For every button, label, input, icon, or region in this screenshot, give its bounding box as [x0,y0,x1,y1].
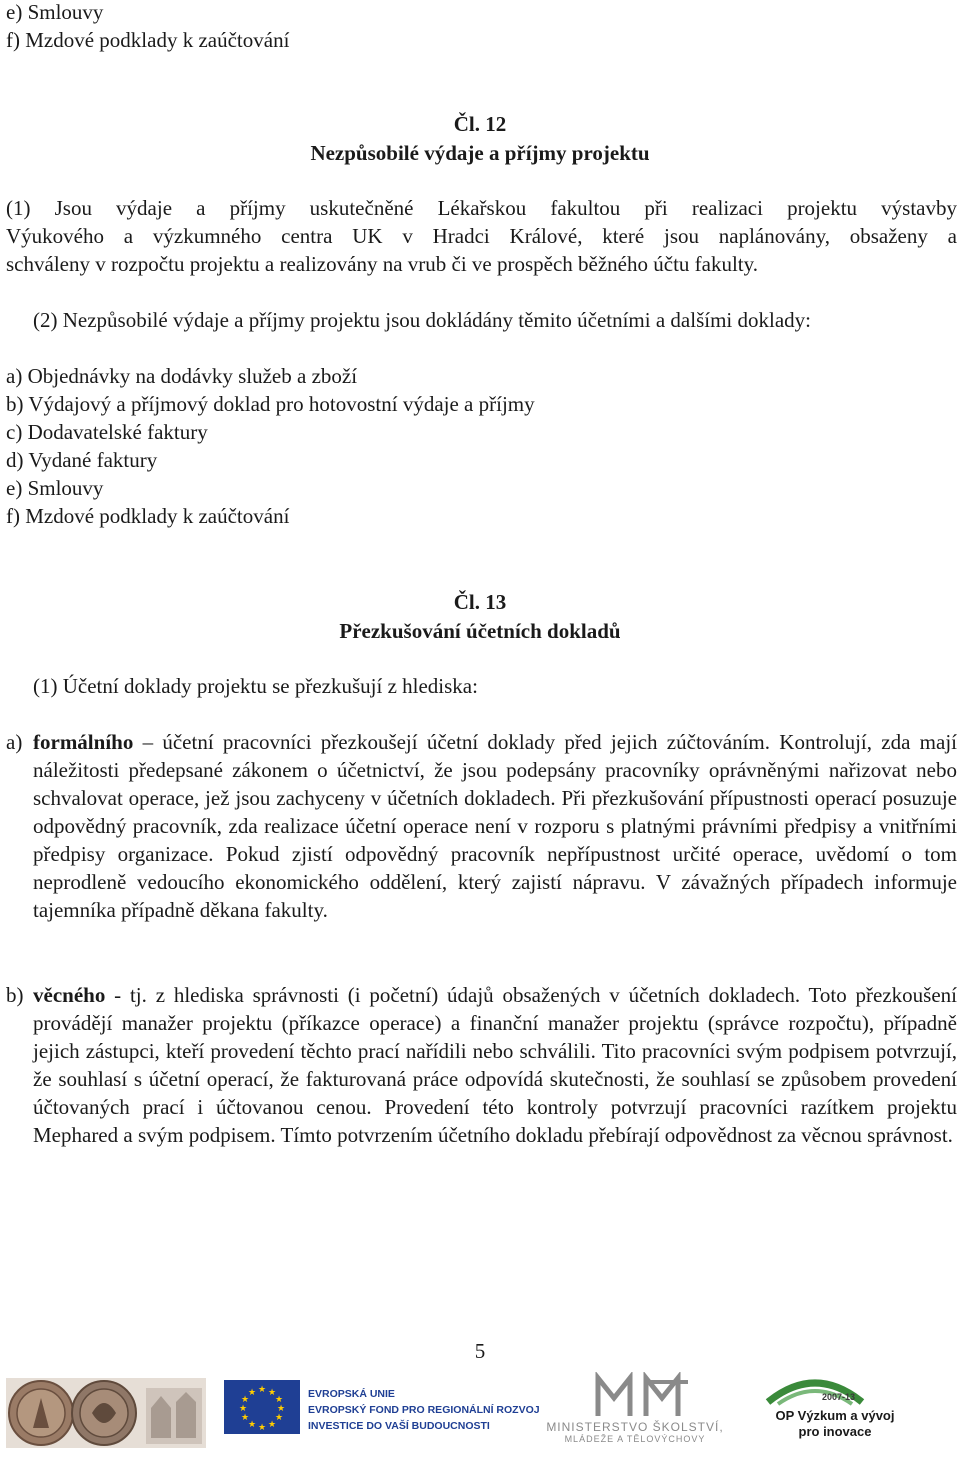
svg-text:★: ★ [238,1404,248,1414]
item-b-marker: b) [6,983,24,1007]
svg-text:★: ★ [257,1385,267,1395]
top-list-item-f: f) Mzdové podklady k zaúčtování [6,28,290,52]
svg-text:★: ★ [267,1420,277,1430]
item-a-term: formálního [33,730,134,754]
svg-text:★: ★ [247,1388,257,1398]
footer-logos [0,1372,960,1450]
item-b-term: věcného [33,983,106,1007]
eu-text-block [308,1386,540,1434]
svg-text:★: ★ [274,1395,284,1405]
article-12-title: Nezpůsobilé výdaje a příjmy projektu [310,141,650,165]
item-a-text [33,728,957,924]
op-vavpi-logo [760,1372,870,1408]
university-seals-logo [6,1378,206,1448]
article-12-list-e: e) Smlouvy [6,476,104,500]
svg-text:★: ★ [257,1423,267,1433]
item-b-body: tj. z hlediska správnosti (i početní) údajů obsažených v účetních dokladech. Toto přezkoušení provádějí manažer projektu (příkazce operace) a finanční manažer projektu (správce rozpočtu), případně jejich zástupci, kteří provedení těchto prací nařídili nebo schválili. Tito pracovníci svým podpisem potvrzují, že souhlasí s účetní operací, že fakturovaná práce odpovídá skutečnosti, že souhlasí se způsobem provedení účtovaných prací i účtovanou cenou. Provedení této kontroly potvrzují pracovníci razítkem projektu Mephared a svým podpisem. Tímto potvrzením účetního dokladu přebírají odpovědnost za věcnou správnost. [33,983,957,1147]
item-a-body: účetní pracovníci přezkoušejí účetní doklady před jejich zúčtováním. Kontrolují, zda mají náležitosti předepsané zákonem o účetnictví, že jsou podepsány pracovníky oprávněnými nařizovat nebo schvalovat operace, jež jsou zachyceny v účetních dokladech. Při přezkušování přípustnosti operací posuzuje odpovědný pracovník, zda realizace účetní operace není v rozporu s platnými právními předpisy a vnitřními předpisy organizace. Pokud zjistí odpovědný pracovník nepřípustnost určité operace, uvědomí o tom neprodleně vedoucího ekonomického oddělení, který zajistí nápravu. V závažných případech informuje tajemníka případně děkana fakulty. [33,730,957,922]
article-12-number: Čl. 12 [453,112,507,136]
article-13-para1: (1) Účetní doklady projektu se přezkušují z hlediska: [33,674,478,698]
eu-line-2: EVROPSKÝ FOND PRO REGIONÁLNÍ ROZVOJ [308,1404,540,1416]
item-b-text [33,981,957,1149]
op-line-2: pro inovace [798,1424,872,1439]
article-12-list-c: c) Dodavatelské faktury [6,420,208,444]
op-year: 2007-13 [822,1392,856,1402]
msmt-text [540,1420,730,1445]
svg-text:★: ★ [240,1395,250,1405]
msmt-line-2: MLÁDEŽE A TĚLOVÝCHOVY [564,1434,706,1444]
op-text [775,1408,895,1440]
article-12-list-a: a) Objednávky na dodávky služeb a zboží [6,364,358,388]
svg-text:★: ★ [247,1420,257,1430]
article-13-title: Přezkušování účetních dokladů [339,619,621,643]
item-a-marker: a) [6,730,23,754]
item-a-dash: – [133,730,163,754]
top-list-item-e: e) Smlouvy [6,0,104,24]
svg-text:★: ★ [274,1413,284,1423]
article-12-list-b: b) Výdajový a příjmový doklad pro hotovostní výdaje a příjmy [6,392,535,416]
article-12-para1-line3: schváleny v rozpočtu projektu a realizovány na vrub či ve prospěch běžného účtu fakulty. [6,252,759,276]
article-12-para1-line2: Výukového a výzkumného centra UK v Hradci Králové, které jsou naplánovány, obsaženy a [6,224,957,248]
page-number: 5 [474,1339,486,1363]
eu-line-3: INVESTICE DO VAŠÍ BUDOUCNOSTI [308,1420,490,1432]
svg-text:★: ★ [267,1388,277,1398]
article-12-list-d: d) Vydané faktury [6,448,158,472]
svg-text:★: ★ [240,1413,250,1423]
item-b-dash: - [105,983,130,1007]
eu-flag-icon [224,1380,300,1434]
msmt-line-1: MINISTERSTVO ŠKOLSTVÍ, [546,1420,724,1434]
op-line-1: OP Výzkum a vývoj [775,1408,895,1423]
article-12-para1-line1: (1) Jsou výdaje a příjmy uskutečněné Lékařskou fakultou při realizaci projektu výstavby [6,196,957,220]
msmt-logo [590,1372,700,1420]
article-12-list-f: f) Mzdové podklady k zaúčtování [6,504,290,528]
article-12-para2: (2) Nezpůsobilé výdaje a příjmy projektu jsou dokládány těmito účetními a dalšími doklady: [33,308,811,332]
article-13-number: Čl. 13 [453,590,507,614]
eu-line-1: EVROPSKÁ UNIE [308,1388,395,1400]
svg-text:★: ★ [276,1404,286,1414]
